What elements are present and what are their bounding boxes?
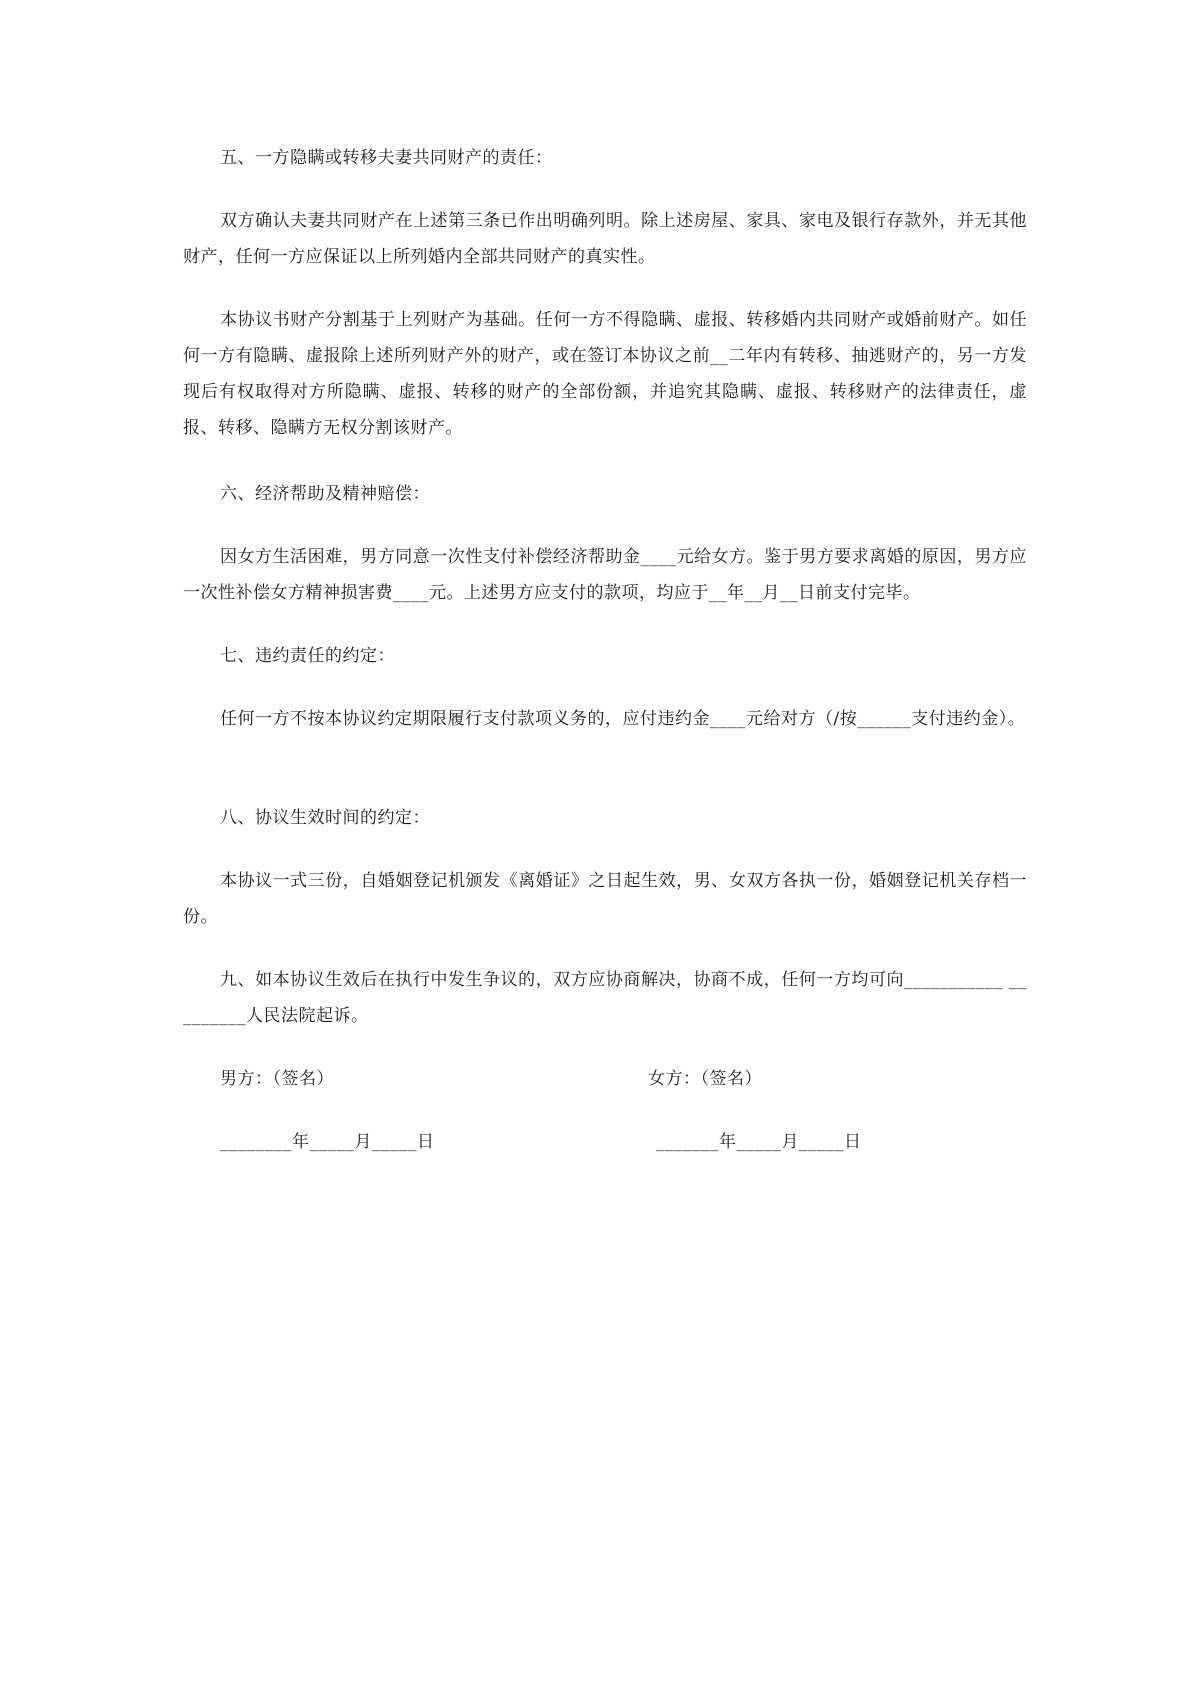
section-6-heading: 六、经济帮助及精神赔偿： — [220, 484, 430, 504]
section-8-paragraph-1: 本协议一式三份，自婚姻登记机颁发《离婚证》之日起生效，男、女双方各执一份，婚姻登记机关存档一份。 — [183, 871, 1027, 927]
male-signature-label: 男方：（签名） — [220, 1069, 334, 1089]
male-signature-date: ________年_____月_____日 — [220, 1132, 435, 1152]
section-8-heading: 八、协议生效时间的约定： — [220, 808, 430, 828]
section-7-heading: 七、违约责任的约定： — [220, 646, 395, 666]
section-5-heading: 五、一方隐瞒或转移夫妻共同财产的责任： — [220, 148, 553, 168]
section-5-paragraph-2: 本协议书财产分割基于上列财产为基础。任何一方不得隐瞒、虚报、转移婚内共同财产或婚前财产。如任何一方有隐瞒、虚报除上述所列财产外的财产，或在签订本协议之前__二年内有转移、抽逃财产的，另一方发现后有权取得对方所隐瞒、虚报、转移的财产的全部份额，并追究其隐瞒、虚报、转移财产的法律责任，虚报、转移、隐瞒方无权分割该财产。 — [183, 310, 1027, 438]
section-7-paragraph-1: 任何一方不按本协议约定期限履行支付款项义务的，应付违约金____元给对方（/按______支付违约金）。 — [220, 709, 1026, 729]
female-signature-label: 女方：（签名） — [648, 1069, 762, 1089]
female-signature-date: _______年_____月_____日 — [656, 1132, 862, 1152]
section-5-paragraph-1: 双方确认夫妻共同财产在上述第三条已作出明确列明。除上述房屋、家具、家电及银行存款外，并无其他财产，任何一方应保证以上所列婚内全部共同财产的真实性。 — [183, 211, 1027, 267]
section-6-paragraph-1: 因女方生活困难，男方同意一次性支付补偿经济帮助金____元给女方。鉴于男方要求离婚的原因，男方应一次性补偿女方精神损害费____元。上述男方应支付的款项，均应于__年__月__日前支付完毕。 — [183, 547, 1027, 603]
section-9-paragraph: 九、如本协议生效后在执行中发生争议的，双方应协商解决，协商不成，任何一方均可向___________ _________人民法院起诉。 — [183, 970, 1027, 1026]
